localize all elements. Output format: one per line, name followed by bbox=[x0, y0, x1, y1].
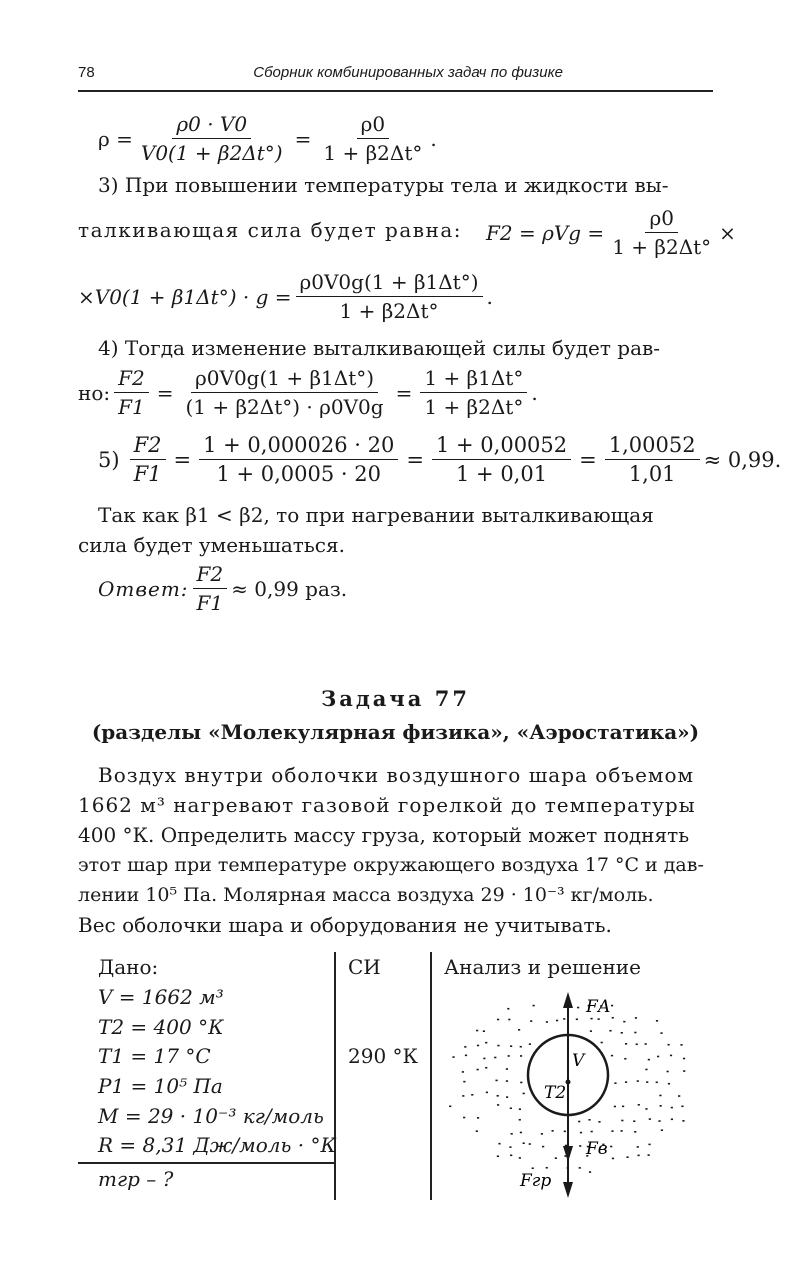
step3-line3-lhs: ×V0(1 + β1Δt°) · g = bbox=[78, 284, 292, 309]
air-dot bbox=[670, 1055, 672, 1057]
air-dot bbox=[634, 1131, 636, 1133]
formula-rho bbox=[98, 112, 437, 165]
given-item: V = 1662 м³ bbox=[98, 985, 224, 1009]
air-dot bbox=[563, 1018, 565, 1020]
air-dot bbox=[609, 1030, 611, 1032]
air-dot bbox=[648, 1154, 650, 1156]
air-dot bbox=[637, 1080, 639, 1082]
air-dot bbox=[668, 1083, 670, 1085]
air-dot bbox=[508, 1019, 510, 1021]
air-dot bbox=[621, 1032, 623, 1034]
air-dot bbox=[497, 1155, 499, 1157]
air-dot bbox=[494, 1057, 496, 1059]
air-dot bbox=[510, 1045, 512, 1047]
air-dot bbox=[510, 1107, 512, 1109]
air-dot bbox=[462, 1095, 464, 1097]
fraction-numerator: 1,00052 bbox=[605, 433, 700, 460]
page-number: 78 bbox=[78, 64, 95, 81]
air-dot bbox=[590, 1018, 592, 1020]
air-dot bbox=[449, 1105, 451, 1107]
air-dot bbox=[508, 1055, 510, 1057]
step4-line1: 4) Тогда изменение выталкивающей силы будет рав- bbox=[98, 336, 661, 360]
air-dot bbox=[506, 1080, 508, 1082]
air-dot bbox=[463, 1117, 465, 1119]
fraction-numerator: 1 + 0,00052 bbox=[432, 433, 571, 460]
fraction-numerator: 1 + β1Δt° bbox=[420, 366, 527, 393]
air-dot bbox=[556, 1020, 558, 1022]
air-dot bbox=[462, 1071, 464, 1073]
air-dot bbox=[671, 1118, 673, 1120]
air-dot bbox=[529, 1143, 531, 1145]
air-dot bbox=[621, 1130, 623, 1132]
air-dot bbox=[611, 1055, 613, 1057]
fraction-numerator: 1 + 0,000026 · 20 bbox=[199, 433, 398, 460]
si-header: СИ bbox=[348, 955, 381, 979]
air-dot bbox=[476, 1130, 478, 1132]
equals-sign: = bbox=[406, 447, 424, 472]
air-dot bbox=[530, 1020, 532, 1022]
given-item: P1 = 10⁵ Па bbox=[98, 1074, 223, 1098]
fraction-numerator: F2 bbox=[114, 366, 149, 393]
analysis-header: Анализ и решение bbox=[444, 955, 641, 979]
air-dot bbox=[483, 1058, 485, 1060]
air-dot bbox=[623, 1021, 625, 1023]
fraction-denominator: 1 + 0,01 bbox=[456, 462, 548, 486]
fgr-arrow-icon bbox=[563, 1182, 573, 1198]
step5-prefix: 5) bbox=[98, 447, 120, 472]
air-dot bbox=[667, 1071, 669, 1073]
air-dot bbox=[671, 1107, 673, 1109]
air-dot bbox=[465, 1055, 467, 1057]
air-dot bbox=[519, 1157, 521, 1159]
running-title: Сборник комбинированных задач по физике bbox=[253, 64, 563, 81]
air-dot bbox=[485, 1067, 487, 1069]
air-dot bbox=[541, 1133, 543, 1135]
fraction-numerator: F2 bbox=[193, 562, 228, 589]
air-dot bbox=[523, 1142, 525, 1144]
air-dot bbox=[637, 1155, 639, 1157]
air-dot bbox=[509, 1146, 511, 1148]
equals-sign: = bbox=[395, 380, 413, 405]
fraction-numerator: ρ0V0g(1 + β1Δt°) bbox=[191, 366, 378, 393]
air-dot bbox=[520, 1046, 522, 1048]
air-dot bbox=[625, 1043, 627, 1045]
given-item: M = 29 · 10⁻³ кг/моль bbox=[98, 1104, 324, 1128]
fraction-denominator: 1,01 bbox=[628, 462, 676, 486]
answer-label: Ответ: bbox=[98, 576, 189, 601]
t2-label: T2 bbox=[544, 1083, 567, 1103]
fraction-denominator: 1 + 0,0005 · 20 bbox=[216, 462, 382, 486]
fraction-denominator: F1 bbox=[133, 462, 162, 486]
fraction bbox=[319, 112, 426, 165]
fraction-numerator: ρ0V0g(1 + β1Δt°) bbox=[296, 270, 483, 297]
air-dot bbox=[661, 1129, 663, 1131]
air-dot bbox=[681, 1105, 683, 1107]
fraction bbox=[432, 433, 571, 486]
air-dot bbox=[598, 1121, 600, 1123]
step3-line3 bbox=[78, 270, 493, 323]
air-dot bbox=[645, 1069, 647, 1071]
period: . bbox=[430, 126, 437, 151]
air-dot bbox=[637, 1146, 639, 1148]
problem-line: Вес оболочки шара и оборудования не учитывать. bbox=[78, 913, 612, 937]
air-dot bbox=[635, 1017, 637, 1019]
given-header: Дано: bbox=[98, 955, 159, 979]
problem-title: Задача 77 bbox=[321, 686, 470, 711]
air-dot bbox=[533, 1005, 535, 1007]
air-dot bbox=[656, 1081, 658, 1083]
air-dot bbox=[476, 1030, 478, 1032]
problem-line: этот шар при температуре окружающего воздуха 17 °С и дав- bbox=[78, 854, 704, 876]
fraction-denominator: 1 + β2Δt° bbox=[612, 235, 712, 259]
fgr-label: Fгр bbox=[520, 1171, 552, 1191]
fraction bbox=[605, 433, 700, 486]
air-dot bbox=[682, 1120, 684, 1122]
air-dot bbox=[506, 1068, 508, 1070]
balloon-force-diagram bbox=[440, 990, 710, 1205]
fraction-denominator: V0(1 + β2Δt°) bbox=[140, 141, 283, 165]
air-dot bbox=[519, 1108, 521, 1110]
fraction bbox=[137, 112, 287, 165]
equals-sign: = bbox=[294, 126, 312, 151]
problem-sections: (разделы «Молекулярная физика», «Аэростатика») bbox=[91, 720, 700, 744]
air-dot bbox=[621, 1120, 623, 1122]
air-dot bbox=[611, 1005, 613, 1007]
air-dot bbox=[648, 1144, 650, 1146]
air-dot bbox=[622, 1106, 624, 1108]
air-dot bbox=[495, 1080, 497, 1082]
times-sign: × bbox=[719, 220, 736, 245]
air-dot bbox=[519, 1119, 521, 1121]
air-dot bbox=[625, 1081, 627, 1083]
air-dot bbox=[667, 1044, 669, 1046]
air-dot bbox=[633, 1120, 635, 1122]
air-dot bbox=[649, 1118, 651, 1120]
equals-sign: = bbox=[579, 447, 597, 472]
fraction-numerator: ρ0 bbox=[645, 206, 677, 233]
air-dot bbox=[614, 1106, 616, 1108]
air-dot bbox=[648, 1059, 650, 1061]
air-dot bbox=[626, 1156, 628, 1158]
air-dot bbox=[477, 1117, 479, 1119]
period: . bbox=[486, 284, 493, 309]
air-dot bbox=[614, 1082, 616, 1084]
air-dot bbox=[580, 1132, 582, 1134]
air-dot bbox=[497, 1045, 499, 1047]
air-dot bbox=[578, 1121, 580, 1123]
given-item: T1 = 17 °С bbox=[98, 1044, 211, 1068]
fraction bbox=[608, 206, 715, 259]
air-dot bbox=[646, 1081, 648, 1083]
find-item: mгр – ? bbox=[98, 1167, 174, 1191]
air-dot bbox=[507, 1008, 509, 1010]
fraction bbox=[114, 366, 149, 419]
fraction bbox=[296, 270, 483, 323]
air-dot bbox=[520, 1132, 522, 1134]
air-dot bbox=[542, 1146, 544, 1148]
air-dot bbox=[657, 1056, 659, 1058]
air-dot bbox=[498, 1143, 500, 1145]
air-dot bbox=[611, 1130, 613, 1132]
si-value: 290 °К bbox=[348, 1044, 419, 1068]
fraction-denominator: 1 + β2Δt° bbox=[323, 141, 423, 165]
air-dot bbox=[564, 1131, 566, 1133]
fraction-denominator: (1 + β2Δt°) · ρ0V0g bbox=[185, 395, 384, 419]
air-dot bbox=[497, 1095, 499, 1097]
air-dot bbox=[645, 1108, 647, 1110]
air-dot bbox=[555, 1157, 557, 1159]
air-dot bbox=[645, 1043, 647, 1045]
step3-f2: F2 = ρVg = bbox=[486, 220, 605, 245]
equals-sign: = bbox=[173, 447, 192, 472]
center-point bbox=[566, 1080, 571, 1085]
air-dot bbox=[589, 1171, 591, 1173]
air-dot bbox=[510, 1154, 512, 1156]
air-dot bbox=[659, 1095, 661, 1097]
air-dot bbox=[483, 1030, 485, 1032]
problem-line: 1662 м³ нагревают газовой горелкой до температуры bbox=[78, 793, 696, 817]
fraction bbox=[130, 433, 166, 486]
step3-line1: 3) При повышении температуры тела и жидкости вы- bbox=[98, 173, 669, 197]
fraction bbox=[193, 562, 228, 615]
fraction-denominator: 1 + β2Δt° bbox=[339, 299, 439, 323]
air-dot bbox=[638, 1104, 640, 1106]
step3-formula bbox=[486, 206, 736, 259]
air-dot bbox=[477, 1045, 479, 1047]
air-dot bbox=[518, 1029, 520, 1031]
conclusion-line1: Так как β1 < β2, то при нагревании выталкивающая bbox=[98, 503, 654, 527]
air-dot bbox=[658, 1120, 660, 1122]
problem-line: лении 10⁵ Па. Молярная масса воздуха 29 · 10⁻³ кг/моль. bbox=[78, 884, 654, 906]
air-dot bbox=[588, 1119, 590, 1121]
equals-sign: = bbox=[156, 380, 174, 405]
air-dot bbox=[546, 1021, 548, 1023]
air-dot bbox=[497, 1104, 499, 1106]
air-dot bbox=[579, 1145, 581, 1147]
given-item: T2 = 400 °К bbox=[98, 1015, 224, 1039]
air-dot bbox=[598, 1018, 600, 1020]
air-dot bbox=[660, 1105, 662, 1107]
period: . bbox=[531, 380, 538, 405]
fraction bbox=[181, 366, 387, 419]
fraction-denominator: F1 bbox=[196, 591, 224, 615]
air-dot bbox=[624, 1058, 626, 1060]
air-dot bbox=[678, 1095, 680, 1097]
air-dot bbox=[601, 1042, 603, 1044]
fraction-denominator: F1 bbox=[118, 395, 145, 419]
air-dot bbox=[523, 1093, 525, 1095]
air-dot bbox=[477, 1069, 479, 1071]
air-dot bbox=[506, 1096, 508, 1098]
air-dot bbox=[452, 1056, 454, 1058]
step5-result: ≈ 0,99. bbox=[703, 447, 782, 472]
fraction bbox=[199, 433, 398, 486]
air-dot bbox=[497, 1019, 499, 1021]
air-dot bbox=[546, 1167, 548, 1169]
air-dot bbox=[577, 1007, 579, 1009]
air-dot bbox=[683, 1070, 685, 1072]
fb-arrow-icon bbox=[563, 1146, 573, 1162]
column-divider bbox=[430, 952, 432, 1200]
given-item: R = 8,31 Дж/моль · °К bbox=[98, 1133, 336, 1157]
fraction-numerator: ρ0 · V0 bbox=[172, 112, 251, 139]
step5-formula bbox=[98, 433, 781, 486]
air-dot bbox=[579, 1167, 581, 1169]
air-dot bbox=[634, 1032, 636, 1034]
v-label: V bbox=[572, 1051, 585, 1071]
air-dot bbox=[520, 1055, 522, 1057]
air-dot bbox=[463, 1081, 465, 1083]
air-dot bbox=[485, 1042, 487, 1044]
page-header bbox=[78, 64, 713, 92]
air-dot bbox=[532, 1167, 534, 1169]
step3-line2: талкивающая сила будет равна: bbox=[78, 218, 462, 242]
air-dot bbox=[680, 1044, 682, 1046]
air-dot bbox=[471, 1094, 473, 1096]
air-dot bbox=[511, 1133, 513, 1135]
answer bbox=[98, 562, 347, 615]
air-dot bbox=[464, 1046, 466, 1048]
fa-label: FА bbox=[586, 997, 611, 1017]
air-dot bbox=[576, 1018, 578, 1020]
air-dot bbox=[520, 1082, 522, 1084]
conclusion-line2: сила будет уменьшаться. bbox=[78, 533, 345, 557]
air-dot bbox=[529, 1043, 531, 1045]
fa-arrow-icon bbox=[563, 992, 573, 1008]
air-dot bbox=[610, 1146, 612, 1148]
fraction-denominator: 1 + β2Δt° bbox=[424, 395, 524, 419]
step4-formula bbox=[78, 366, 538, 419]
air-dot bbox=[636, 1043, 638, 1045]
fraction-numerator: F2 bbox=[130, 433, 166, 460]
air-dot bbox=[683, 1058, 685, 1060]
air-dot bbox=[660, 1032, 662, 1034]
problem-line: Воздух внутри оболочки воздушного шара объемом bbox=[98, 763, 695, 787]
air-dot bbox=[591, 1131, 593, 1133]
fb-label: Fв bbox=[586, 1139, 608, 1159]
problem-line: 400 °К. Определить массу груза, который может поднять bbox=[78, 823, 690, 847]
formula-rho-lhs: ρ = bbox=[98, 126, 133, 151]
air-dot bbox=[612, 1158, 614, 1160]
air-dot bbox=[552, 1130, 554, 1132]
air-dot bbox=[656, 1020, 658, 1022]
air-dot bbox=[612, 1017, 614, 1019]
step4-prefix: но: bbox=[78, 380, 111, 405]
air-dot bbox=[590, 1030, 592, 1032]
fraction-numerator: ρ0 bbox=[357, 112, 389, 139]
fraction bbox=[420, 366, 527, 419]
air-dot bbox=[486, 1092, 488, 1094]
answer-value: ≈ 0,99 раз. bbox=[231, 576, 348, 601]
